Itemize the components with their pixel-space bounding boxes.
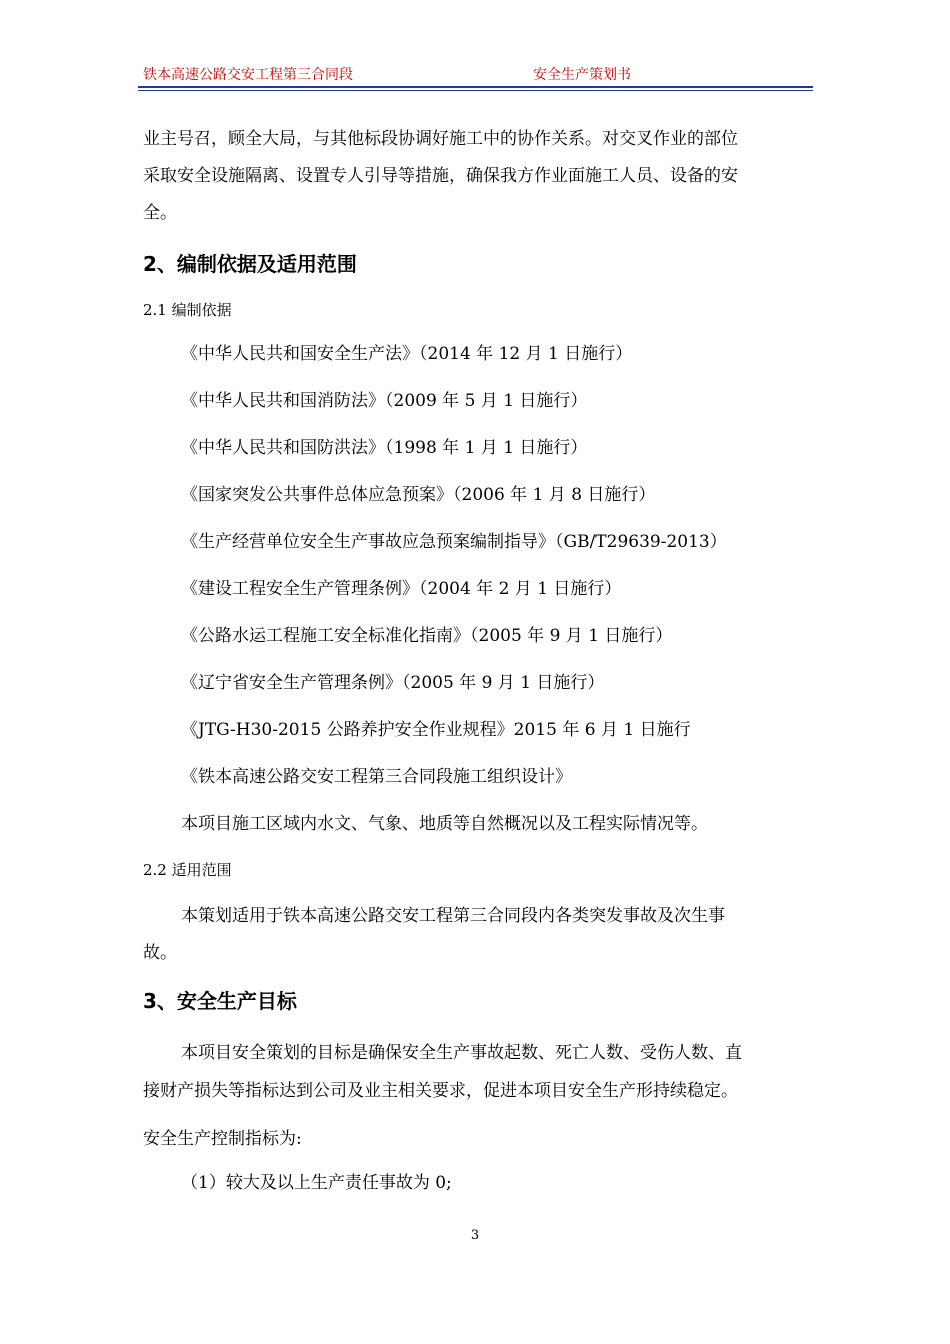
intro-line: 业主号召，顾全大局，与其他标段协调好施工中的协作关系。对交叉作业的部位	[143, 129, 738, 149]
goal-text: 接财产损失等指标达到公司及业主相关要求，促进本项目安全生产形持续稳定。	[143, 1081, 738, 1101]
header-rule	[138, 86, 813, 88]
reference-item: 《公路水运工程施工安全标准化指南》（2005 年 9 月 1 日施行）	[181, 626, 673, 646]
header-project-name: 铁本高速公路交安工程第三合同段	[143, 67, 353, 83]
intro-line: 采取安全设施隔离、设置专人引导等措施，确保我方作业面施工人员、设备的安	[143, 166, 738, 186]
reference-item: 本项目施工区域内水文、气象、地质等自然概况以及工程实际情况等。	[181, 814, 708, 834]
indicators-label: 安全生产控制指标为:	[143, 1129, 302, 1149]
reference-item: 《中华人民共和国消防法》（2009 年 5 月 1 日施行）	[181, 391, 588, 411]
intro-line: 全。	[143, 203, 177, 223]
scope-text: 故。	[143, 943, 177, 963]
scope-text: 本策划适用于铁本高速公路交安工程第三合同段内各类突发事故及次生事	[181, 906, 725, 926]
page-number: 3	[470, 1228, 480, 1243]
header-rule-thin	[138, 90, 813, 91]
header-document-title: 安全生产策划书	[533, 67, 631, 83]
goal-text: 本项目安全策划的目标是确保安全生产事故起数、死亡人数、受伤人数、直	[181, 1043, 742, 1063]
reference-item: 《生产经营单位安全生产事故应急预案编制指导》（GB/T29639-2013）	[181, 532, 727, 552]
section-heading: 2、编制依据及适用范围	[143, 252, 357, 276]
section-heading: 3、安全生产目标	[143, 989, 297, 1013]
reference-item: 《辽宁省安全生产管理条例》（2005 年 9 月 1 日施行）	[181, 673, 605, 693]
reference-item: 《JTG-H30-2015 公路养护安全作业规程》2015 年 6 月 1 日施行	[181, 720, 691, 740]
reference-item: 《铁本高速公路交安工程第三合同段施工组织设计》	[181, 767, 572, 787]
reference-item: 《中华人民共和国安全生产法》（2014 年 12 月 1 日施行）	[181, 344, 633, 364]
subsection-heading: 2.1 编制依据	[143, 301, 232, 319]
subsection-heading: 2.2 适用范围	[143, 861, 232, 879]
reference-item: 《建设工程安全生产管理条例》（2004 年 2 月 1 日施行）	[181, 579, 622, 599]
reference-item: 《中华人民共和国防洪法》（1998 年 1 月 1 日施行）	[181, 438, 588, 458]
indicator-item: （1）较大及以上生产责任事故为 0;	[181, 1173, 452, 1193]
page-header	[143, 64, 813, 84]
reference-item: 《国家突发公共事件总体应急预案》（2006 年 1 月 8 日施行）	[181, 485, 656, 505]
